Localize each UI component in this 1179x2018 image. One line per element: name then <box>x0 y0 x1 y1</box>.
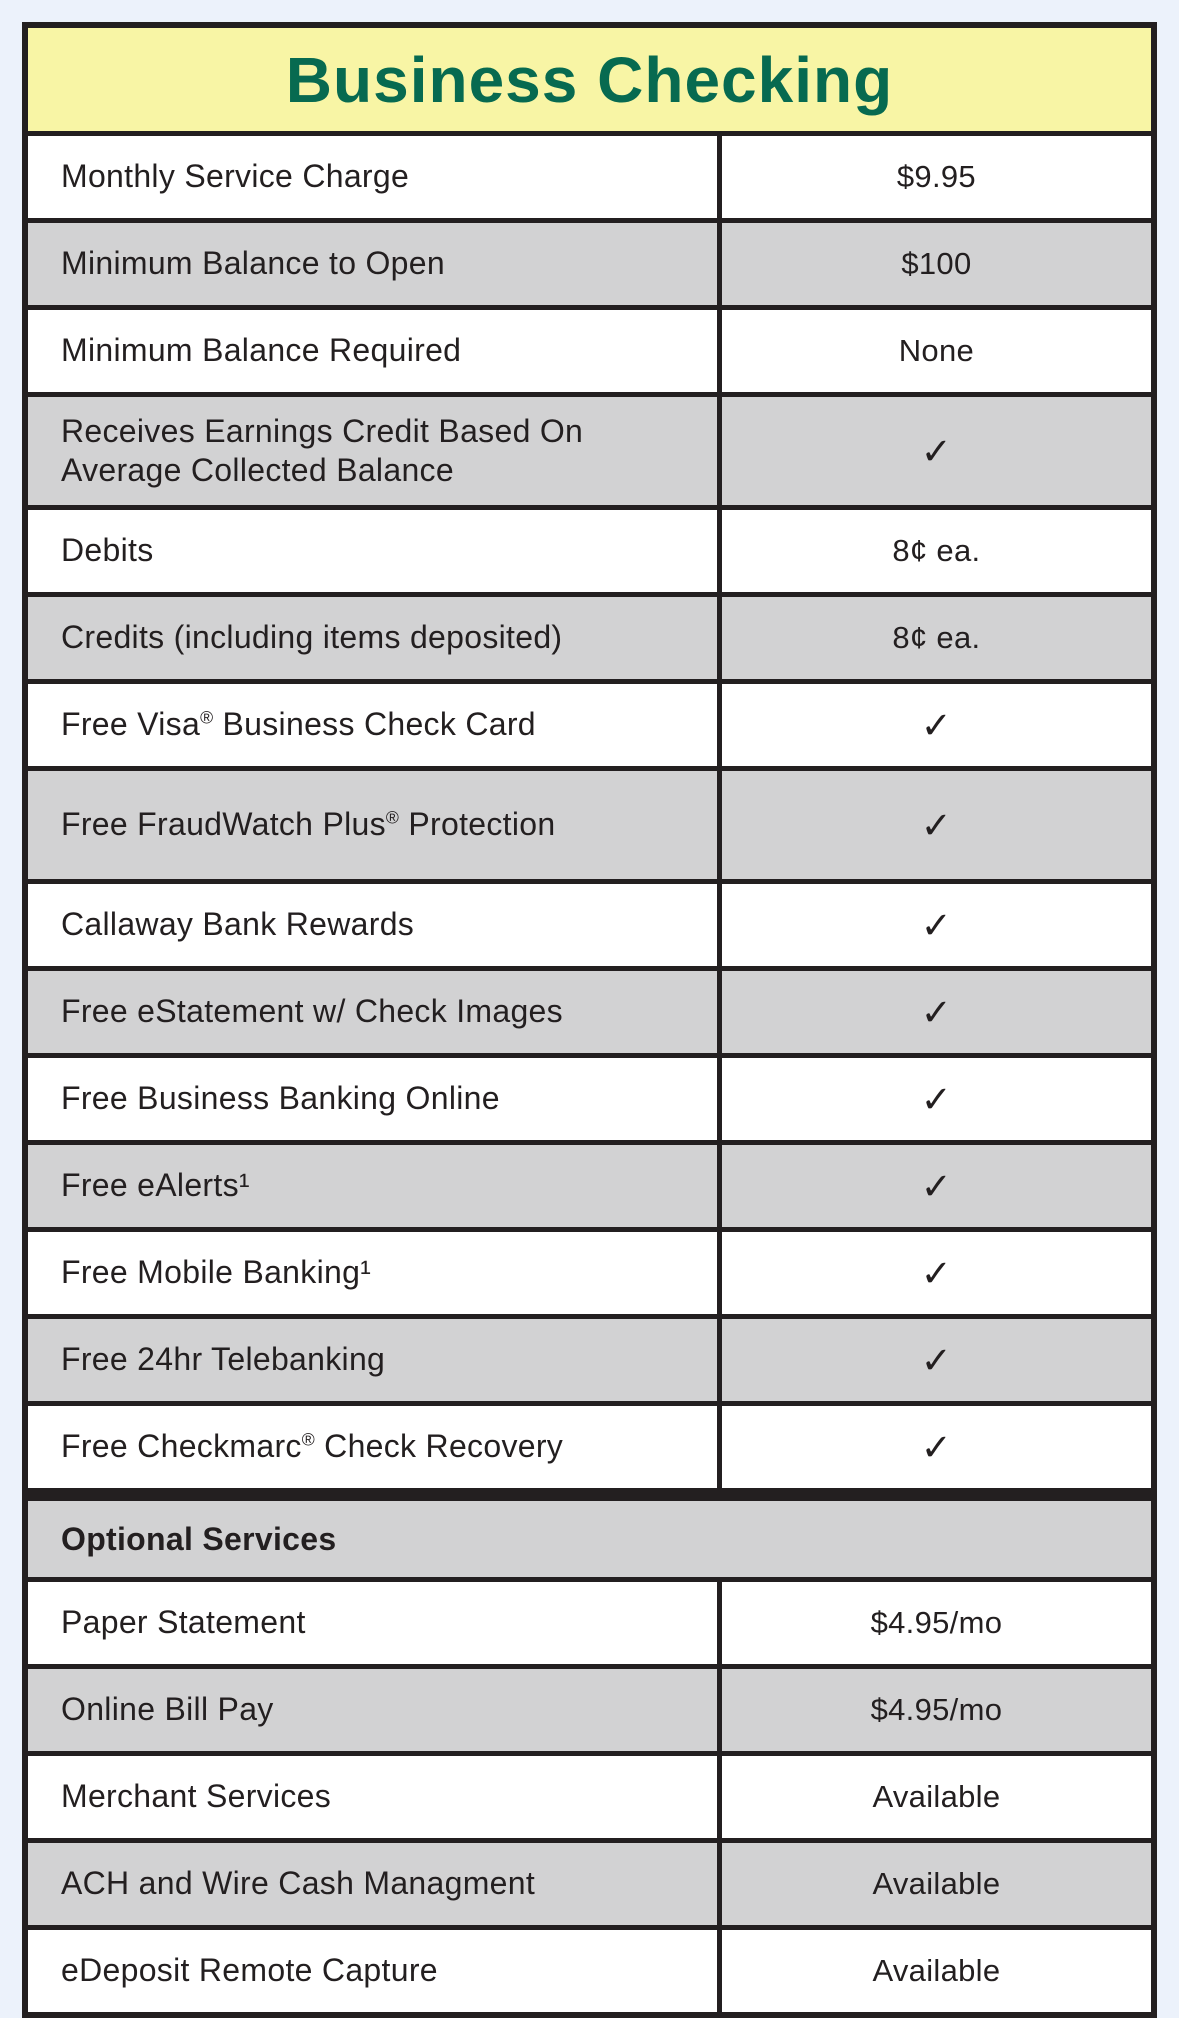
table-title-text: Business Checking <box>285 43 894 116</box>
check-mark: ✓ <box>719 1404 1154 1495</box>
check-mark: ✓ <box>719 769 1154 882</box>
table-row <box>25 1841 1154 1928</box>
table-row <box>25 1143 1154 1230</box>
table-row <box>25 1056 1154 1143</box>
row-label: Free eStatement w/ Check Images <box>25 969 719 1056</box>
row-label: Minimum Balance Required <box>25 308 719 395</box>
title-row <box>25 25 1154 134</box>
check-mark: ✓ <box>719 1056 1154 1143</box>
row-value: Available <box>719 1754 1154 1841</box>
row-value: Available <box>719 1928 1154 2016</box>
row-value: None <box>719 308 1154 395</box>
row-label: Free FraudWatch Plus® Protection <box>25 769 719 882</box>
table-row <box>25 1580 1154 1667</box>
table-row <box>25 882 1154 969</box>
table-row <box>25 308 1154 395</box>
row-value: $100 <box>719 221 1154 308</box>
check-mark: ✓ <box>719 395 1154 508</box>
check-mark: ✓ <box>719 1143 1154 1230</box>
row-value: 8¢ ea. <box>719 595 1154 682</box>
row-label: Debits <box>25 508 719 595</box>
table-body <box>25 134 1154 2016</box>
row-label: Merchant Services <box>25 1754 719 1841</box>
check-mark: ✓ <box>719 969 1154 1056</box>
row-label: Free eAlerts¹ <box>25 1143 719 1230</box>
row-label: Free Business Banking Online <box>25 1056 719 1143</box>
row-label: Credits (including items deposited) <box>25 595 719 682</box>
table-row <box>25 595 1154 682</box>
business-checking-table <box>22 22 1157 2018</box>
row-label: Paper Statement <box>25 1580 719 1667</box>
row-value: $4.95/mo <box>719 1580 1154 1667</box>
row-label: Callaway Bank Rewards <box>25 882 719 969</box>
check-mark: ✓ <box>719 682 1154 769</box>
row-value: Available <box>719 1841 1154 1928</box>
row-label: Free 24hr Telebanking <box>25 1317 719 1404</box>
row-label: Free Checkmarc® Check Recovery <box>25 1404 719 1495</box>
row-label: Free Visa® Business Check Card <box>25 682 719 769</box>
row-label: Free Mobile Banking¹ <box>25 1230 719 1317</box>
row-value: $4.95/mo <box>719 1667 1154 1754</box>
check-mark: ✓ <box>719 1230 1154 1317</box>
table-row <box>25 769 1154 882</box>
table-title <box>25 25 1154 134</box>
table-row <box>25 395 1154 508</box>
check-mark: ✓ <box>719 1317 1154 1404</box>
table-row <box>25 682 1154 769</box>
row-label: Receives Earnings Credit Based On Average Collected Balance <box>25 395 719 508</box>
check-mark: ✓ <box>719 882 1154 969</box>
table-row <box>25 969 1154 1056</box>
table-row <box>25 134 1154 221</box>
table-row <box>25 1404 1154 1495</box>
table-row <box>25 221 1154 308</box>
row-label: Monthly Service Charge <box>25 134 719 221</box>
row-label: ACH and Wire Cash Managment <box>25 1841 719 1928</box>
row-label: eDeposit Remote Capture <box>25 1928 719 2016</box>
section-header-label: Optional Services <box>25 1495 1154 1580</box>
table-row <box>25 1317 1154 1404</box>
section-header-row <box>25 1495 1154 1580</box>
row-value: 8¢ ea. <box>719 508 1154 595</box>
row-label: Minimum Balance to Open <box>25 221 719 308</box>
row-label: Online Bill Pay <box>25 1667 719 1754</box>
row-value: $9.95 <box>719 134 1154 221</box>
table-row <box>25 1928 1154 2016</box>
table-row <box>25 508 1154 595</box>
table-row <box>25 1667 1154 1754</box>
table-row <box>25 1754 1154 1841</box>
table-row <box>25 1230 1154 1317</box>
